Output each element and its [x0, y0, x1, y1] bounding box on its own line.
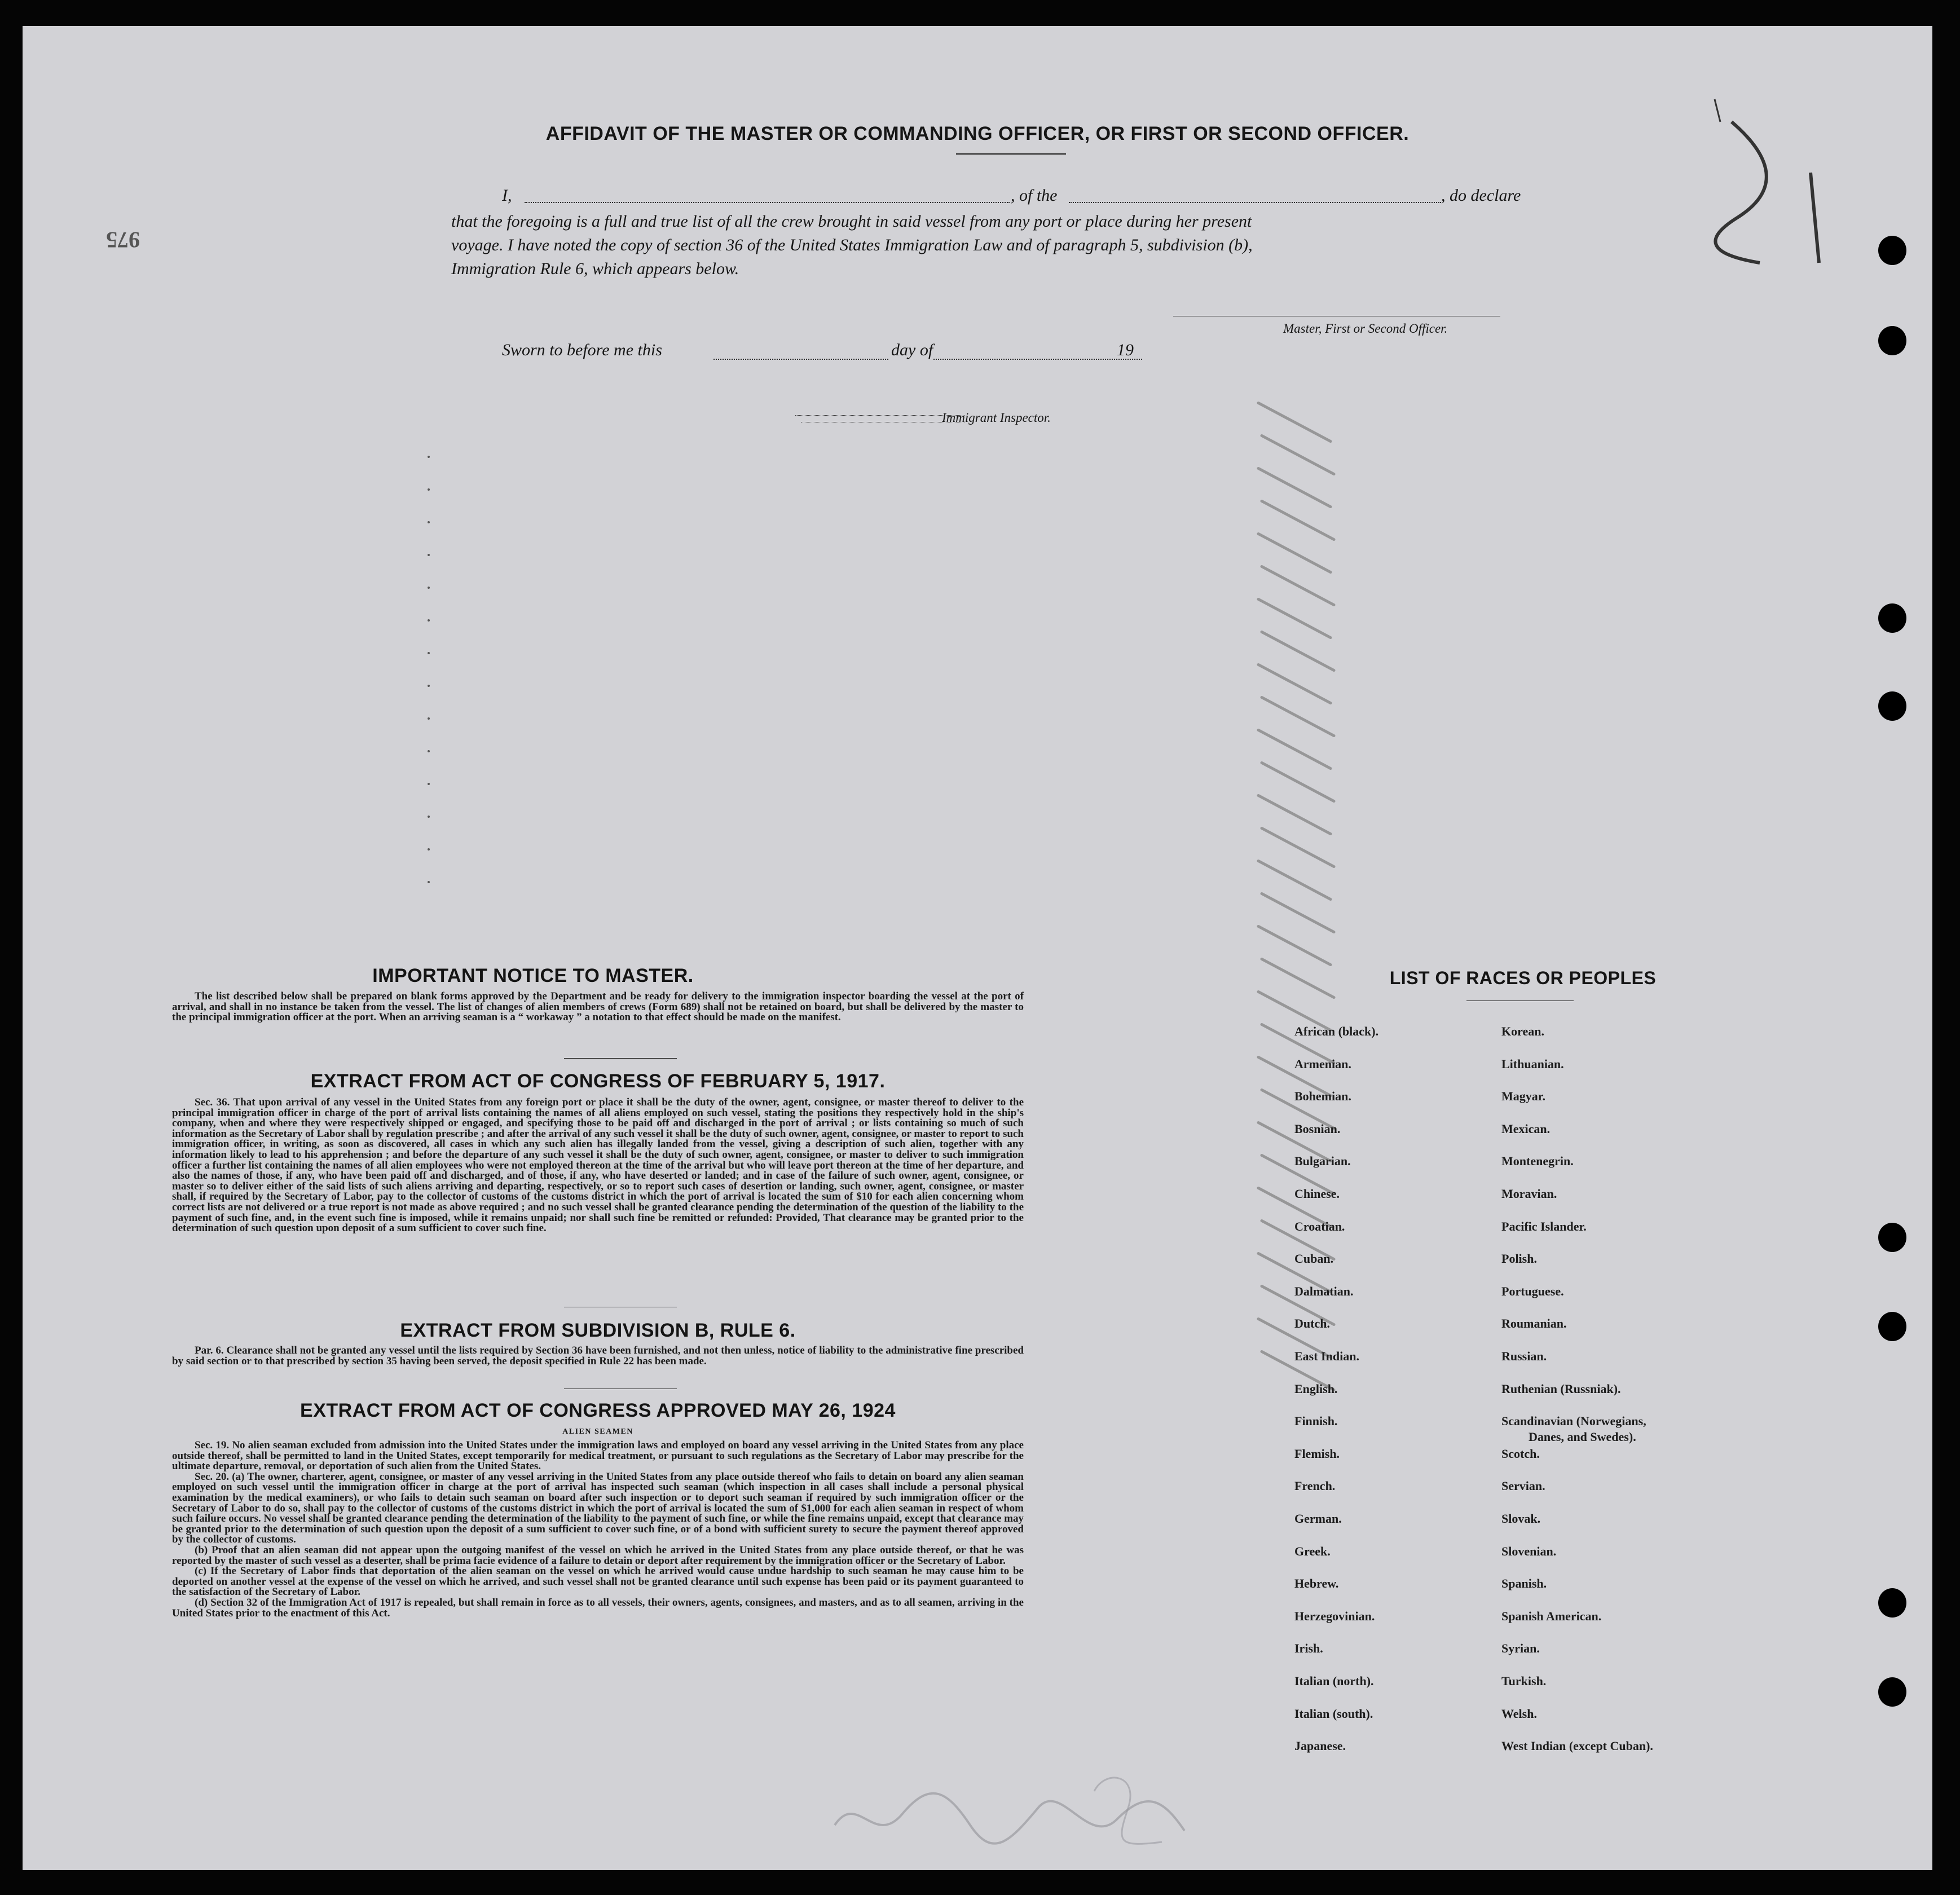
vessel-blank: [1069, 202, 1441, 203]
pencil-stroke: [1260, 761, 1336, 803]
punch-hole: [1878, 1677, 1906, 1707]
sec-20d: (d) Section 32 of the Immigration Act of 1917 is repealed, but shall remain in force as to all vessels, their owners, agents, consignees, and masters, and as to all seamen, arriving in the United States prior to the enactment of this Act.: [172, 1596, 1024, 1619]
race-item: Hebrew.: [1294, 1576, 1339, 1591]
margin-tick: [428, 587, 430, 589]
margin-tick: [428, 816, 430, 818]
margin-tick: [428, 619, 430, 622]
affidavit-line-4: Immigration Rule 6, which appears below.: [451, 259, 739, 278]
affidavit-line-2: that the foregoing is a full and true list of all the crew brought in said vessel from any port or place during her present: [451, 212, 1252, 231]
race-item: Lithuanian.: [1501, 1056, 1564, 1071]
race-item: Scandinavian (Norwegians,: [1501, 1414, 1646, 1429]
punch-hole: [1878, 236, 1906, 265]
pencil-stroke: [1260, 826, 1336, 869]
margin-tick: [428, 750, 430, 752]
race-item: Italian (south).: [1294, 1706, 1373, 1721]
margin-tick: [428, 783, 430, 785]
notice-body: The list described below shall be prepared on blank forms approved by the Department and be ready for delivery to the immigration inspector boarding the vessel at the port of arrival, and shall in no instance be taken from the vessel. The list of changes of alien members of crews (Form 689) shall not be retained on board, but shall be delivered by the master to the principal immigration officer at the port. When an arriving seaman is a “ workaway ” a notation to that effect should be made on the manifest.: [172, 990, 1024, 1024]
margin-tick: [428, 456, 430, 458]
race-item: East Indian.: [1294, 1349, 1359, 1363]
race-item: Flemish.: [1294, 1446, 1340, 1461]
affidavit-do-declare: , do declare: [1441, 186, 1521, 205]
day-of-label: day of: [891, 341, 933, 359]
sec-20a: Sec. 20. (a) The owner, charterer, agent, consignee, or master of any vessel arriving in the United States from any place outside thereof who fails to detain on board any alien seaman employed on such vessel until the immigration officer in charge at the port of arrival has inspected such seaman (which inspection in all cases shall include a personal physical examination by the medical examiners), or who fails to detain such seaman on board after such inspection or to deport such seaman if required by such immigration officer or the Secretary of Labor to do so, shall pay to the collector of customs of the customs district in which the port of arrival is located the sum of $1,000 for each alien seaman in respect of whom such failure occurs. No vessel shall be granted clearance pending the determination of the liability to the payment of such fine, or while the fine remains unpaid, except that clearance may be granted prior to the determination of such question upon the deposit of a sum sufficient to cover such fine, or of a bond with sufficient surety to secure the payment thereof approved by the collector of customs.: [172, 1470, 1024, 1546]
race-item: Japanese.: [1294, 1739, 1346, 1753]
race-item: French.: [1294, 1479, 1336, 1493]
race-item: Irish.: [1294, 1641, 1323, 1656]
punch-hole: [1878, 1312, 1906, 1341]
race-item: English.: [1294, 1381, 1338, 1396]
races-title: LIST OF RACES OR PEOPLES: [1389, 968, 1657, 988]
race-item: Moravian.: [1501, 1187, 1557, 1201]
race-item: Dalmatian.: [1294, 1284, 1354, 1298]
race-item: Mexican.: [1501, 1121, 1551, 1136]
sec-20c: (c) If the Secretary of Labor finds that deportation of the alien seaman on the vessel on which he arrived would cause undue hardship to such seaman he may cause him to be deported on another vessel at the expense of the vessel on which he arrived, and such vessel shall not be granted clearance until such expense has been paid or its payment guaranteed to the satisfaction of the Secretary of Labor.: [172, 1565, 1024, 1598]
race-item: Pacific Islander.: [1501, 1219, 1587, 1233]
race-item: Slovak.: [1501, 1511, 1541, 1526]
race-item: Welsh.: [1501, 1706, 1537, 1721]
race-item: Montenegrin.: [1501, 1154, 1574, 1169]
extract-1924-title: EXTRACT FROM ACT OF CONGRESS APPROVED MAY 26, 1924: [300, 1400, 896, 1421]
margin-tick: [428, 488, 430, 491]
race-item: Portuguese.: [1501, 1284, 1564, 1298]
margin-tick: [428, 717, 430, 720]
margin-tick: [428, 881, 430, 883]
punch-hole: [1878, 691, 1906, 721]
extract-1924-body: [172, 1440, 1024, 1619]
inspector-blank: [795, 415, 964, 416]
pencil-stroke: [1260, 565, 1336, 607]
race-item: Armenian.: [1294, 1056, 1351, 1071]
pencil-stroke: [1260, 630, 1336, 672]
race-item: West Indian (except Cuban).: [1501, 1739, 1653, 1753]
race-item: Syrian.: [1501, 1641, 1540, 1656]
race-item: Dutch.: [1294, 1316, 1330, 1331]
pencil-stroke: [1260, 695, 1336, 738]
pencil-mark: [1703, 88, 1850, 268]
race-item: Scotch.: [1501, 1446, 1540, 1461]
race-item: Croatian.: [1294, 1219, 1345, 1233]
race-item: Cuban.: [1294, 1251, 1334, 1266]
year-label: 19: [1117, 341, 1134, 359]
pencil-stroke: [1260, 499, 1336, 541]
race-item: Spanish.: [1501, 1576, 1547, 1591]
race-item: Bosnian.: [1294, 1121, 1341, 1136]
race-item: Spanish American.: [1501, 1608, 1602, 1623]
extract-1924-subtitle: ALIEN SEAMEN: [562, 1427, 633, 1436]
race-item: Russian.: [1501, 1349, 1547, 1363]
inspector-label: Immigrant Inspector.: [942, 411, 1051, 425]
race-item: Finnish.: [1294, 1414, 1338, 1429]
race-item: Korean.: [1501, 1024, 1544, 1038]
race-item: German.: [1294, 1511, 1342, 1526]
faint-signature: [823, 1757, 1218, 1853]
affidavit-i-label: I,: [502, 186, 512, 205]
race-item: Chinese.: [1294, 1187, 1340, 1201]
punch-hole: [1878, 603, 1906, 633]
race-item: Italian (north).: [1294, 1674, 1374, 1688]
pencil-stroke: [1260, 434, 1336, 476]
race-item: Slovenian.: [1501, 1544, 1557, 1558]
race-item-continuation: Danes, and Swedes).: [1529, 1430, 1636, 1444]
pencil-stroke: [1260, 892, 1336, 934]
divider: [564, 1058, 677, 1059]
race-item: African (black).: [1294, 1024, 1379, 1038]
margin-tick: [428, 685, 430, 687]
extract-rule6-body: Par. 6. Clearance shall not be granted any vessel until the lists required by Section 36 have been furnished, and not then unless, notice of liability to the administrative fine prescribed by said section or to that prescribed by section 35 having been served, the deposit specified in Rule 22 has been made.: [172, 1345, 1024, 1367]
punch-hole: [1878, 1588, 1906, 1618]
sworn-month-blank: [933, 359, 1142, 360]
race-item: Greek.: [1294, 1544, 1331, 1558]
margin-tick: [428, 652, 430, 654]
margin-number: 975: [106, 227, 140, 253]
document-page: [23, 26, 1932, 1870]
race-item: Turkish.: [1501, 1674, 1547, 1688]
race-item: Magyar.: [1501, 1089, 1546, 1104]
sec-20b: (b) Proof that an alien seaman did not appear upon the outgoing manifest of the vessel on which he arrived in the United States from any place outside thereof, or that he was reported by the master of such vessel as a deserter, shall be prima facie evidence of a failure to detain or deport after requirement by the immigration officer or the Secretary of Labor.: [172, 1544, 1024, 1567]
notice-title: IMPORTANT NOTICE TO MASTER.: [372, 965, 694, 986]
sworn-day-blank: [713, 359, 888, 360]
race-item: Bohemian.: [1294, 1089, 1351, 1104]
name-blank: [525, 202, 1010, 203]
sec-19: Sec. 19. No alien seaman excluded from admission into the United States under the immigration laws and employed on board any vessel arriving in the United States from any place outside thereof, shall be permitted to land in the United States, except temporarily for medical treatment, or pursuant to such regulations as the Secretary of Labor may prescribe for the ultimate departure, removal, or deportation of such alien from the United States.: [172, 1439, 1024, 1473]
affidavit-line-3: voyage. I have noted the copy of section 36 of the United States Immigration Law and of paragraph 5, subdivision (b),: [451, 236, 1253, 254]
signature-label: Master, First or Second Officer.: [1283, 321, 1448, 336]
race-item: Ruthenian (Russniak).: [1501, 1381, 1621, 1396]
punch-hole: [1878, 1223, 1906, 1252]
affidavit-title: AFFIDAVIT OF THE MASTER OR COMMANDING OFFICER, OR FIRST OR SECOND OFFICER.: [545, 123, 1410, 144]
sworn-label: Sworn to before me this: [502, 341, 662, 359]
race-item: Polish.: [1501, 1251, 1537, 1266]
extract-1917-body: Sec. 36. That upon arrival of any vessel in the United States from any foreign port or place it shall be the duty of the owner, agent, consignee, or master thereof to deliver to the principal immigration officer in charge of the port of arrival lists containing the names of all aliens employed on such vessel, stating the positions they respectively hold in the ship's company, when and where they were respectively shipped or engaged, and specifying those to be paid off and discharged in the port of arrival ; or lists containing so much of such information as the Secretary of Labor shall by regulation prescribe ; and after the arrival of any such vessel it shall be the duty of such owner, agent, consignee, or master to report to such immigration officer, in writing, as soon as discovered, all cases in which any such alien has illegally landed from the vessel, giving a description of such alien, together with any information likely to lead to his apprehension ; and before the departure of any such vessel it shall be the duty of such owner, agent, consignee, or master to deliver to such immigration officer a further list containing the names of all alien employees who were not employed thereon at the time of the arrival but who will leave port thereon at the time of her departure, and also the names of those, if any, who have been paid off and discharged, and of those, if any, who have deserted or landed; and in case of the failure of such owner, agent, consignee, or master so to deliver either of the said lists of such aliens arriving and departing, respectively, or so to report such cases of desertion or landing, such owner, agent, consignee, or master shall, if required by the Secretary of Labor, pay to the collector of customs of the customs district in which the port of arrival is located the sum of $10 for each alien concerning whom correct lists are not delivered or a true report is not made as above required ; and no such vessel shall be granted clearance pending the determination of the question of the liability to the payment of such fine, and, in the event such fine is imposed, while it remains unpaid; nor shall such fine be remitted or refunded: Provided, That clearance may be granted prior to the determination of such question upon deposit of a sum sufficient to cover such fine.: [172, 1096, 1024, 1235]
margin-tick: [428, 848, 430, 850]
extract-rule6-title: EXTRACT FROM SUBDIVISION B, RULE 6.: [400, 1320, 796, 1341]
margin-tick: [428, 554, 430, 556]
divider: [956, 153, 1066, 155]
race-item: Bulgarian.: [1294, 1154, 1351, 1169]
race-item: Herzegovinian.: [1294, 1608, 1375, 1623]
affidavit-of-the: , of the: [1011, 186, 1058, 205]
race-item: Servian.: [1501, 1479, 1545, 1493]
punch-hole: [1878, 326, 1906, 355]
extract-1917-title: EXTRACT FROM ACT OF CONGRESS OF FEBRUARY 5, 1917.: [310, 1070, 886, 1092]
margin-tick: [428, 521, 430, 523]
race-item: Roumanian.: [1501, 1316, 1567, 1331]
